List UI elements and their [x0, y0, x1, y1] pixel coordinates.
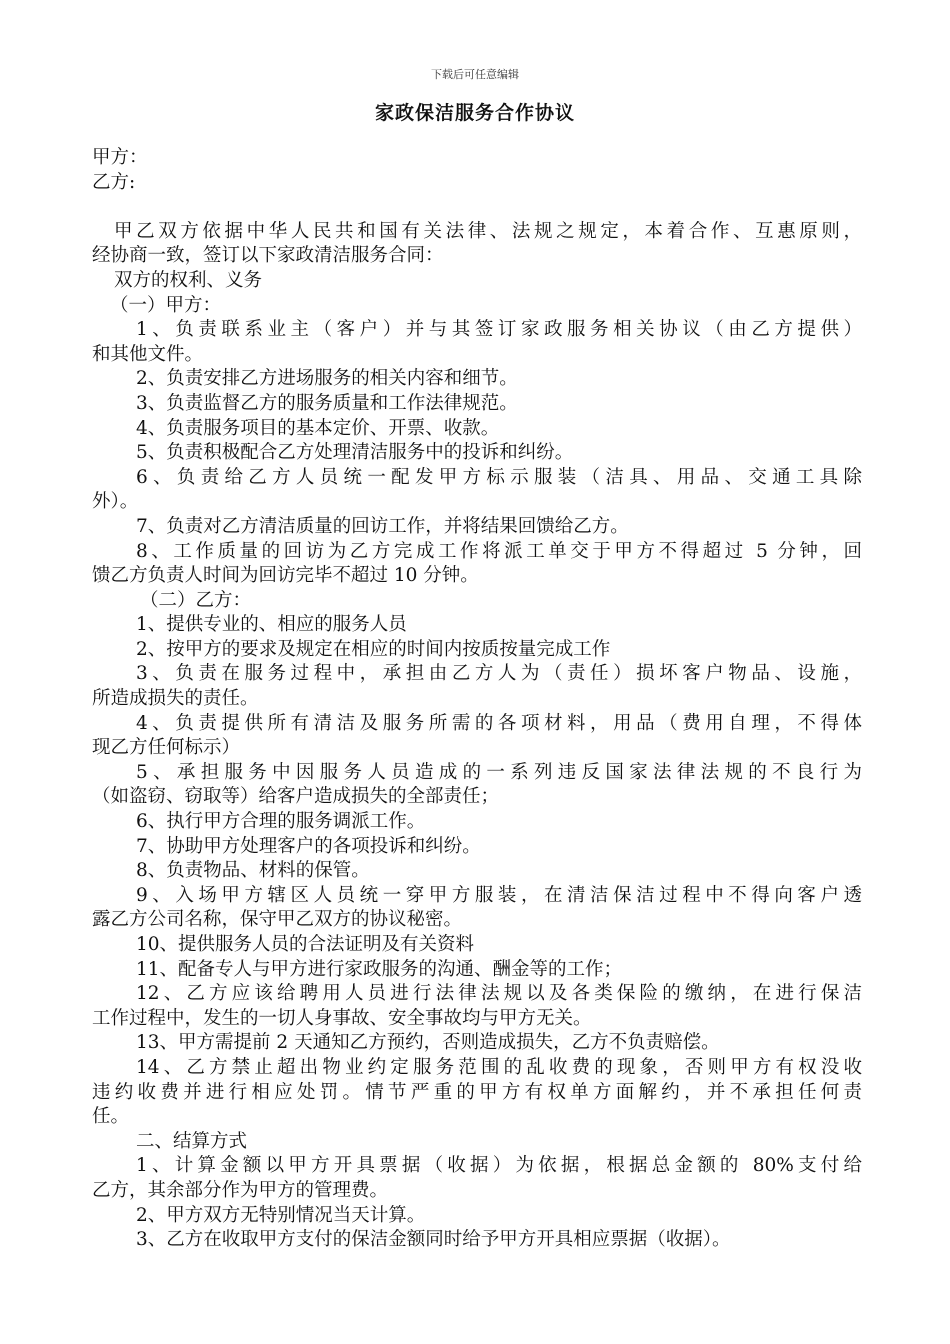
text-line: （一）甲方： [110, 294, 222, 316]
text-line: 6、执行甲方合理的服务调派工作。 [136, 811, 426, 833]
text-line: 10、提供服务人员的合法证明及有关资料 [136, 934, 475, 955]
text-line: 二、结算方式 [136, 1130, 248, 1152]
text-line: 现乙方任何标示） [92, 737, 241, 759]
text-line: 双方的权利、义务 [114, 269, 263, 291]
document-body [92, 146, 862, 1253]
clauses [92, 220, 862, 1253]
document-title: 家政保洁服务合作协议 [374, 102, 575, 124]
text-line: 3、乙方在收取甲方支付的保洁金额同时给予甲方开具相应票据（收据）。 [136, 1229, 731, 1251]
text-line: 4、负责提供所有清洁及服务所需的各项材料，用品（费用自理，不得体 [136, 712, 862, 734]
text-line: 3、负责在服务过程中，承担由乙方人为（责任）损坏客户物品、设施， [136, 663, 862, 685]
text-line: 5、负责积极配合乙方处理清洁服务中的投诉和纠纷。 [136, 442, 574, 464]
text-line: 1、负责联系业主（客户）并与其签订家政服务相关协议（由乙方提供） [136, 319, 862, 341]
text-line: 外）。 [92, 491, 139, 513]
text-line: 违约收费并进行相应处罚。情节严重的甲方有权单方面解约，并不承担任何责 [92, 1081, 862, 1103]
text-line: 2、甲方双方无特别情况当天计算。 [136, 1204, 426, 1226]
text-line: 12、乙方应该给聘用人员进行法律法规以及各类保险的缴纳，在进行保洁 [136, 983, 862, 1005]
party-a-line: 甲方： [92, 147, 148, 168]
text-line: （二）乙方： [140, 589, 252, 611]
text-line: 任。 [92, 1106, 130, 1128]
text-line: 1、提供专业的、相应的服务人员 [136, 614, 407, 636]
text-line: 和其他文件。 [92, 343, 204, 365]
text-line: 露乙方公司名称，保守甲乙双方的协议秘密。 [92, 909, 463, 931]
text-line: 11、配备专人与甲方进行家政服务的沟通、酬金等的工作； [136, 958, 623, 980]
text-line: 2、按甲方的要求及规定在相应的时间内按质按量完成工作 [136, 638, 611, 660]
text-line: 5、承担服务中因服务人员造成的一系列违反国家法律法规的不良行为 [136, 761, 862, 783]
text-line: 所造成损失的责任。 [92, 688, 259, 710]
text-line: 4、负责服务项目的基本定价、开票、收款。 [136, 417, 500, 439]
text-line: 8、工作质量的回访为乙方完成工作将派工单交于甲方不得超过 5 分钟，回 [136, 540, 862, 562]
text-line: 8、负责物品、材料的保管。 [136, 860, 370, 882]
text-line: 1、计算金额以甲方开具票据（收据）为依据，根据总金额的 80%支付给 [136, 1155, 862, 1177]
party-b-line: 乙方: [92, 171, 136, 193]
text-line: 2、负责安排乙方进场服务的相关内容和细节。 [136, 368, 518, 390]
text-line: 3、负责监督乙方的服务质量和工作法律规范。 [136, 392, 518, 414]
header-note: 下载后可任意编辑 [431, 68, 519, 81]
text-line: 13、甲方需提前 2 天通知乙方预约，否则造成损失，乙方不负责赔偿。 [136, 1032, 720, 1054]
text-line: 乙方，其余部分作为甲方的管理费。 [92, 1179, 389, 1201]
text-line: 甲乙双方依据中华人民共和国有关法律、法规之规定，本着合作、互惠原则， [114, 220, 862, 242]
text-line: 7、负责对乙方清洁质量的回访工作，并将结果回馈给乙方。 [136, 515, 629, 537]
text-line: （如盗窃、窃取等）给客户造成损失的全部责任； [92, 786, 500, 808]
text-line: 7、协助甲方处理客户的各项投诉和纠纷。 [136, 835, 481, 857]
text-line: 经协商一致，签订以下家政清洁服务合同： [92, 245, 444, 267]
blank-line [92, 195, 862, 220]
text-line: 14、乙方禁止超出物业约定服务范围的乱收费的现象，否则甲方有权没收 [136, 1056, 862, 1078]
text-line: 工作过程中，发生的一切人身事故、安全事故均与甲方无关。 [92, 1007, 592, 1029]
text-line: 9、入场甲方辖区人员统一穿甲方服装，在清洁保洁过程中不得向客户透 [136, 884, 862, 906]
text-line: 馈乙方负责人时间为回访完毕不超过 10 分钟。 [92, 565, 479, 587]
text-line: 6、负责给乙方人员统一配发甲方标示服装（洁具、用品、交通工具除 [136, 466, 862, 488]
